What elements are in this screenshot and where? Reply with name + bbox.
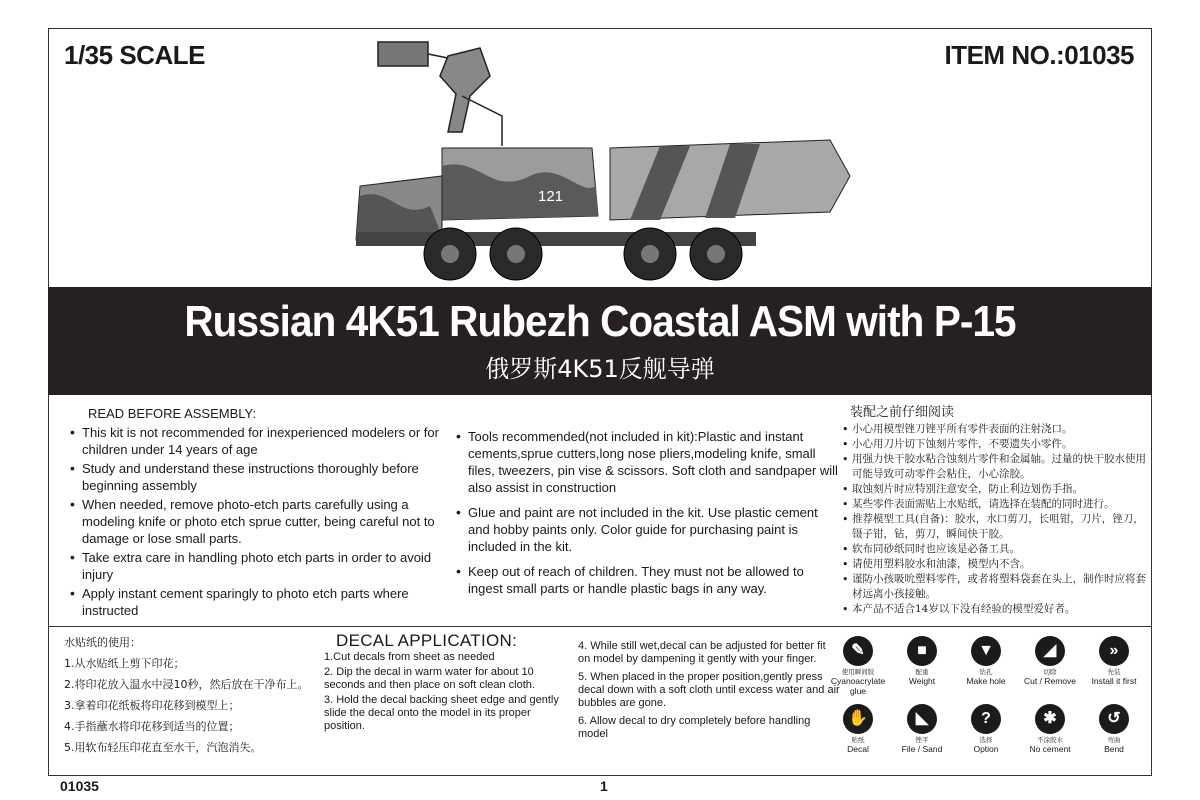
list-item: 6. Allow decal to dry completely before handling model bbox=[578, 715, 811, 740]
list-item: 3. Hold the decal backing sheet edge and gently slide the decal onto the model in its proper position. bbox=[324, 694, 559, 732]
glue-icon: ✎ bbox=[843, 636, 873, 666]
title-banner bbox=[48, 287, 1152, 395]
cn-decal-heading: 水贴纸的使用： bbox=[64, 636, 141, 649]
legend-item: ■ 配重 Weight bbox=[890, 636, 954, 696]
option-icon: ? bbox=[971, 704, 1001, 734]
symbol-legend bbox=[826, 636, 1146, 754]
list-item: • 取蚀刻片时应特别注意安全，防止利边划伤手指。 bbox=[842, 482, 1147, 497]
legend-item: » 先装 Install it first bbox=[1082, 636, 1146, 696]
read-left bbox=[70, 405, 450, 621]
list-item: • 某些零件表面需贴上水贴纸，请选择在装配的同时进行。 bbox=[842, 497, 1147, 512]
list-item: • Study and understand these instructions thoroughly before beginning assembly bbox=[70, 460, 450, 494]
legend-item: ✎ 使用瞬间胶 Cyanoacrylate glue bbox=[826, 636, 890, 696]
list-item: 5. When placed in the proper position,gently press decal down with a soft cloth until excess water and air bubbles are gone. bbox=[578, 671, 840, 709]
divider bbox=[48, 626, 1152, 627]
list-item: • 推荐模型工具(自备)：胶水，水口剪刀，长咀钳，刀片，锉刀，镊子钳，钻，剪刀，瞬间快干胶。 bbox=[842, 512, 1147, 542]
file-icon: ◣ bbox=[907, 704, 937, 734]
vehicle-illustration bbox=[330, 36, 870, 286]
decal-section-continued bbox=[578, 640, 840, 746]
read-middle bbox=[456, 428, 841, 605]
legend-item: ? 选择 Option bbox=[954, 704, 1018, 754]
list-item: • 小心用刀片切下蚀刻片零件，不要遗失小零件。 bbox=[842, 437, 1147, 452]
title-cn: 俄罗斯4K51反舰导弹 bbox=[485, 355, 715, 383]
install-first-icon: » bbox=[1099, 636, 1129, 666]
list-item: • Apply instant cement sparingly to photo etch parts where instructed bbox=[70, 585, 450, 619]
read-cn bbox=[842, 405, 1147, 617]
decal-icon: ✋ bbox=[843, 704, 873, 734]
decal-section bbox=[324, 631, 574, 735]
list-item: • 软布同砂纸同时也应该是必备工具。 bbox=[842, 542, 1147, 557]
list-item: 4.手指蘸水将印花移到适当的位置； bbox=[64, 720, 240, 733]
item-number: ITEM NO.:01035 bbox=[944, 40, 1134, 70]
list-item: • When needed, remove photo-etch parts carefully using a modeling knife or photo etch sprue cutter, being careful not to damage or lose small parts. bbox=[70, 496, 450, 547]
list-item: • This kit is not recommended for inexperienced modelers or for children under 14 years of age bbox=[70, 424, 450, 458]
legend-item: ◣ 锉平 File / Sand bbox=[890, 704, 954, 754]
legend-item: ▼ 钻孔 Make hole bbox=[954, 636, 1018, 696]
drill-icon: ▼ bbox=[971, 636, 1001, 666]
legend-item: ↺ 弯曲 Bend bbox=[1082, 704, 1146, 754]
weight-icon: ■ bbox=[907, 636, 937, 666]
list-item: 3.拿着印花纸板将印花移到模型上； bbox=[64, 699, 240, 712]
legend-item: ✱ 不涂胶水 No cement bbox=[1018, 704, 1082, 754]
decal-heading: DECAL APPLICATION: bbox=[336, 631, 518, 650]
title-en: Russian 4K51 Rubezh Coastal ASM with P-15 bbox=[184, 297, 1016, 346]
read-heading: READ BEFORE ASSEMBLY: bbox=[88, 406, 257, 421]
list-item: 4. While still wet,decal can be adjusted for better fit on model by dampening it gently with your finger. bbox=[578, 640, 826, 665]
page-number: 1 bbox=[600, 778, 608, 794]
legend-item: ✋ 贴纸 Decal bbox=[826, 704, 890, 754]
scale-label: 1/35 SCALE bbox=[64, 40, 205, 70]
list-item: 2. Dip the decal in warm water for about 10 seconds and then place on soft clean cloth. bbox=[324, 666, 535, 691]
cn-decal-section bbox=[64, 632, 309, 758]
list-item: 1.Cut decals from sheet as needed bbox=[324, 651, 495, 663]
list-item: • Keep out of reach of children. They must not be allowed to ingest small parts or handle plastic bags in any way. bbox=[456, 563, 841, 597]
list-item: • 用强力快干胶水粘合蚀刻片零件和金属轴。过量的快干胶水使用可能导致可动零件会粘住，小心涂胶。 bbox=[842, 452, 1147, 482]
vehicle-number: 121 bbox=[538, 188, 564, 205]
footer-item-number: 01035 bbox=[60, 778, 99, 794]
list-item: • Glue and paint are not included in the kit. Use plastic cement and hobby paints only. Color guide for purchasing paint is included in the kit. bbox=[456, 504, 841, 555]
list-item: 2.将印花放入温水中浸10秒，然后放在干净布上。 bbox=[64, 678, 309, 691]
cut-icon: ◢ bbox=[1035, 636, 1065, 666]
no-cement-icon: ✱ bbox=[1035, 704, 1065, 734]
list-item: 1.从水贴纸上剪下印花； bbox=[64, 657, 185, 670]
list-item: • Take extra care in handling photo etch parts in order to avoid injury bbox=[70, 549, 450, 583]
list-item: • 小心用模型锉刀锉平所有零件表面的注射浇口。 bbox=[842, 422, 1147, 437]
legend-item: ◢ 切除 Cut / Remove bbox=[1018, 636, 1082, 696]
list-item: • 谨防小孩吸吮塑料零件，或者将塑料袋套在头上，制作时应将套材远离小孩接触。 bbox=[842, 572, 1147, 602]
list-item: • Tools recommended(not included in kit):Plastic and instant cements,sprue cutters,long nose pliers,modeling knife, small files, tweezers, pin vise & scissors. Soft cloth and sandpaper will also assist in construction bbox=[456, 428, 841, 496]
list-item: • 本产品不适合14岁以下没有经验的模型爱好者。 bbox=[842, 602, 1147, 617]
cn-read-heading: 装配之前仔细阅读 bbox=[850, 405, 955, 420]
bend-icon: ↺ bbox=[1099, 704, 1129, 734]
list-item: • 请使用塑料胶水和油漆，模型内不含。 bbox=[842, 557, 1147, 572]
list-item: 5.用软布轻压印花直至水干，汽泡消失。 bbox=[64, 741, 262, 754]
